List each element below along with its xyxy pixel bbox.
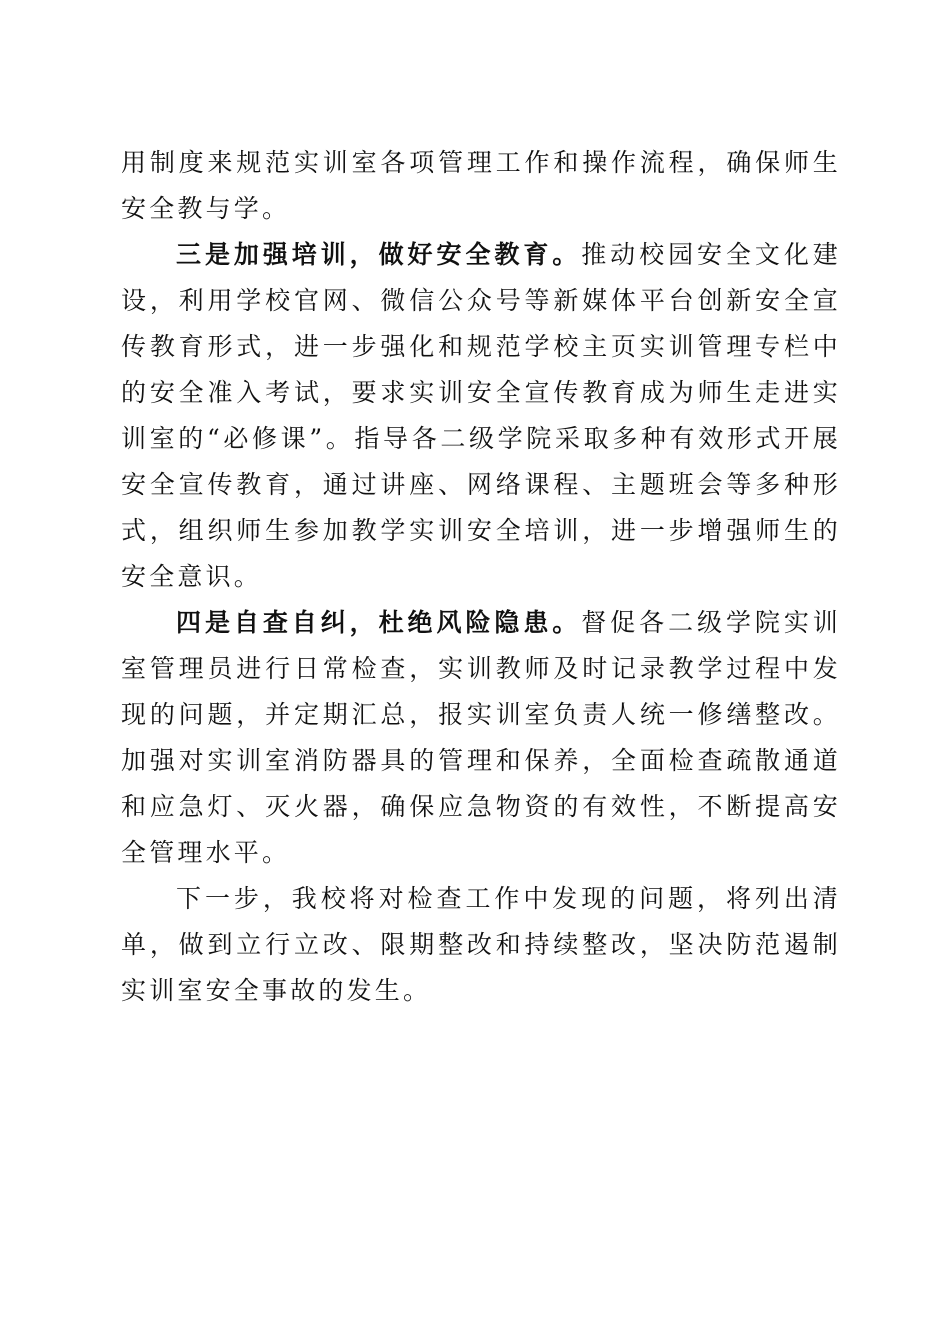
- paragraph-lead: 四是自查自纠，杜绝风险隐患。: [176, 608, 582, 637]
- paragraph-next-steps: [121, 876, 841, 1014]
- paragraph-continuation: [121, 140, 841, 232]
- paragraph-text: 下一步，我校将对检查工作中发现的问题，将列出清单，做到立行立改、限期整改和持续整改，坚决防范遏制实训室安全事故的发生。: [121, 884, 841, 1005]
- paragraph-text: 用制度来规范实训室各项管理工作和操作流程，确保师生安全教与学。: [121, 148, 841, 223]
- paragraph-text: 推动校园安全文化建设，利用学校官网、微信公众号等新媒体平台创新安全宣传教育形式，进一步强化和规范学校主页实训管理专栏中的安全准入考试，要求实训安全宣传教育成为师生走进实训室的“必修课”。指导各二级学院采取多种有效形式开展安全宣传教育，通过讲座、网络课程、主题班会等多种形式，组织师生参加教学实训安全培训，进一步增强师生的安全意识。: [121, 240, 841, 591]
- body-text: [121, 140, 841, 1014]
- paragraph-text: 督促各二级学院实训室管理员进行日常检查，实训教师及时记录教学过程中发现的问题，并定期汇总，报实训室负责人统一修缮整改。加强对实训室消防器具的管理和保养，全面检查疏散通道和应急灯、灭火器，确保应急物资的有效性，不断提高安全管理水平。: [121, 608, 841, 867]
- paragraph-self-inspection: [121, 600, 841, 876]
- paragraph-training: [121, 232, 841, 600]
- paragraph-lead: 三是加强培训，做好安全教育。: [176, 240, 582, 269]
